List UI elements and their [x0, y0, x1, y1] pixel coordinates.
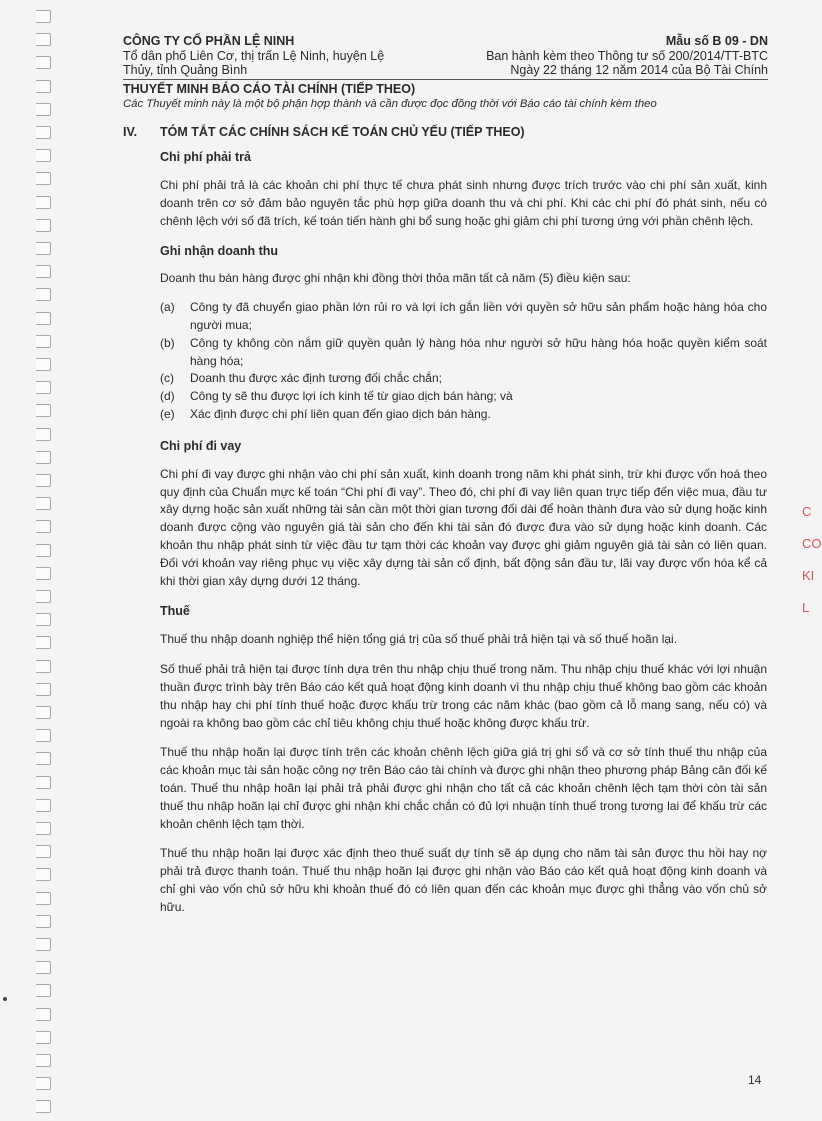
binder-hole — [36, 172, 51, 185]
company-address-line: Thủy, tỉnh Quảng Bình — [123, 63, 248, 78]
binder-hole — [36, 126, 51, 139]
binder-hole — [36, 567, 51, 580]
binder-hole — [36, 984, 51, 997]
binder-hole — [36, 868, 51, 881]
revenue-intro: Doanh thu bán hàng được ghi nhận khi đồng thời thỏa mãn tất cả năm (5) điều kiện sau: — [160, 271, 631, 286]
binder-hole — [36, 265, 51, 278]
binder-hole — [36, 103, 51, 116]
list-item — [160, 406, 767, 424]
header-rule — [123, 79, 768, 80]
stamp-text: C — [802, 504, 812, 519]
page-number: 14 — [748, 1073, 762, 1087]
binder-hole — [36, 358, 51, 371]
accrued-expenses-paragraph: Chi phí phải trả là các khoản chi phí thực tế chưa phát sinh nhưng được trích trước vào chi phí sản xuất, kinh doanh trên cơ sở đảm bảo nguyên tắc phù hợp giữa doanh thu và chi phí. Khi các chi phí đó phát sinh, nếu có chênh lệch với số đã trích, kế toán tiến hành ghi bổ sung hoặc ghi giảm chi phí tương ứng với phần chênh lệch. — [160, 178, 767, 228]
section-number: IV. — [123, 125, 138, 139]
section-title: TÓM TẮT CÁC CHÍNH SÁCH KẾ TOÁN CHỦ YẾU (TIẾP THEO) — [160, 125, 525, 139]
tax-paragraph: Thuế thu nhập doanh nghiệp thể hiện tổng giá trị của số thuế phải trả hiện tại và số thuế hoãn lại. — [160, 632, 678, 647]
binder-hole — [36, 242, 51, 255]
company-address-line: Tổ dân phố Liên Cơ, thị trấn Lệ Ninh, huyện Lệ — [123, 48, 385, 63]
document-subtitle: Các Thuyết minh này là một bộ phận hợp thành và cần được đọc đồng thời với Báo cáo tài chính kèm theo — [123, 98, 657, 110]
binder-hole — [36, 1100, 51, 1113]
binder-hole — [36, 752, 51, 765]
binder-hole — [36, 776, 51, 789]
binder-hole — [36, 1031, 51, 1044]
stamp-text: CO — [802, 536, 822, 551]
binder-hole — [36, 428, 51, 441]
binder-margin — [0, 0, 60, 1121]
binder-hole — [36, 1077, 51, 1090]
binder-hole — [36, 288, 51, 301]
binder-hole — [36, 613, 51, 626]
binder-hole — [36, 892, 51, 905]
binder-hole — [36, 520, 51, 533]
tax-paragraph: Thuế thu nhập hoãn lại được tính trên các khoản chênh lệch giữa giá trị ghi sổ và cơ sở tính thuế thu nhập của các khoản mục tài sản hoặc công nợ trên Báo cáo tài chính và được ghi nhận theo phương pháp Bảng cân đối kế toán. Thuế thu nhập hoãn lại phải trả phải được ghi nhận cho tất cả các khoản chênh lệch tạm thời còn tài sản thuế thu nhập hoãn lại chỉ được ghi nhận khi chắc chắn có đủ lợi nhuận tính thuế trong tương lai để khấu trừ các khoản chênh lệch tạm thời. — [160, 745, 767, 831]
binder-hole — [36, 636, 51, 649]
binder-hole — [36, 683, 51, 696]
binder-hole — [36, 33, 51, 46]
borrowing-costs-heading: Chi phí đi vay — [160, 438, 242, 453]
revenue-heading: Ghi nhận doanh thu — [160, 244, 279, 259]
list-marker: (a) — [160, 300, 175, 315]
binder-hole — [36, 938, 51, 951]
revenue-conditions-list — [160, 299, 767, 424]
list-text: Công ty sẽ thu được lợi ích kinh tế từ giao dịch bán hàng; và — [190, 389, 513, 404]
list-marker: (b) — [160, 335, 175, 350]
binder-hole — [36, 10, 51, 23]
tax-paragraph: Thuế thu nhập hoãn lại được xác định theo thuế suất dự tính sẽ áp dụng cho năm tài sản được thu hồi hay nợ phải trả được thanh toán. Thuế thu nhập hoãn lại được ghi nhận vào Báo cáo kết quả hoạt động kinh doanh và chỉ ghi vào vốn chủ sở hữu khi khoản thuế đó có liên quan đến các khoản mục được ghi thẳng vào vốn chủ sở hữu. — [160, 846, 767, 914]
binder-hole — [36, 497, 51, 510]
binder-hole — [36, 56, 51, 69]
list-item — [160, 335, 767, 371]
company-block — [123, 34, 384, 78]
list-item — [160, 388, 767, 406]
binder-hole — [36, 404, 51, 417]
binder-hole — [36, 544, 51, 557]
list-text: Công ty không còn nắm giữ quyền quản lý hàng hóa như người sở hữu hàng hóa hoặc quyền kiểm soát hàng hóa; — [190, 335, 767, 368]
binder-hole — [36, 729, 51, 742]
binder-hole — [36, 845, 51, 858]
stamp-text: L — [802, 600, 810, 615]
binder-hole — [36, 1008, 51, 1021]
accrued-expenses-heading: Chi phí phải trả — [160, 150, 251, 164]
list-text: Doanh thu được xác định tương đối chắc chắn; — [190, 371, 442, 386]
binder-hole — [36, 915, 51, 928]
list-marker: (c) — [160, 371, 174, 386]
binder-hole — [36, 312, 51, 325]
list-item — [160, 370, 767, 388]
binder-hole — [36, 196, 51, 209]
tax-paragraph: Số thuế phải trả hiện tại được tính dựa trên thu nhập chịu thuế trong năm. Thu nhập chịu thuế khác với lợi nhuận thuần được trình bày trên Báo cáo kết quả hoạt động kinh doanh vì thu nhập chịu thuế không bao gồm các khoản thu nhập hay chi phí tính thuế hoặc được khấu trừ trong các năm khác (bao gồm cả lỗ mang sang, nếu có) và ngoài ra không bao gồm các chỉ tiêu không chịu thuế hoặc không được khấu trừ. — [160, 662, 767, 730]
list-text: Công ty đã chuyển giao phần lớn rủi ro và lợi ích gắn liền với quyền sở hữu sản phẩm hoặc hàng hóa cho người mua; — [190, 300, 767, 332]
binder-hole — [36, 80, 51, 93]
stamp-text: KI — [802, 568, 815, 583]
binder-hole — [36, 706, 51, 719]
company-name: CÔNG TY CỔ PHẦN LỆ NINH — [123, 34, 295, 48]
margin-dot — [3, 997, 7, 1001]
binder-hole — [36, 590, 51, 603]
document-title: THUYẾT MINH BÁO CÁO TÀI CHÍNH (TIẾP THEO) — [123, 82, 416, 96]
document-body — [160, 149, 767, 917]
borrowing-costs-paragraph: Chi phí đi vay được ghi nhận vào chi phí sản xuất, kinh doanh trong năm khi phát sinh, trừ khi được vốn hoá theo quy định của Chuẩn mực kế toán “Chi phí đi vay”. Theo đó, chi phí đi vay liên quan trực tiếp đến việc mua, đầu tư xây dựng hoặc sản xuất những tài sản cần một thời gian tương đối dài để hoàn thành đưa vào sử dụng hoặc kinh doanh được cộng vào nguyên giá tài sản cho đến khi tài sản đó được đưa vào sử dụng hoặc kinh doanh. Các khoản thu nhập phát sinh từ việc đầu tư tạm thời các khoản vay được ghi giảm nguyên giá tài sản có liên quan. Đối với khoản vay riêng phục vụ việc xây dựng tài sản cố định, bất động sản đầu tư, lãi vay được vốn hóa kể cả khi thời gian xây dựng dưới 12 tháng. — [160, 466, 767, 588]
issuance-line: Ban hành kèm theo Thông tư số 200/2014/TT-BTC — [486, 48, 768, 63]
form-block — [486, 34, 768, 78]
binder-hole — [36, 961, 51, 974]
binder-hole — [36, 381, 51, 394]
issuance-line: Ngày 22 tháng 12 năm 2014 của Bộ Tài Chính — [510, 63, 768, 78]
list-text: Xác định được chi phí liên quan đến giao dịch bán hàng. — [190, 406, 491, 421]
binder-hole — [36, 451, 51, 464]
binder-hole — [36, 219, 51, 232]
list-marker: (d) — [160, 389, 175, 404]
binder-hole — [36, 474, 51, 487]
list-marker: (e) — [160, 406, 175, 421]
form-code: Mẫu số B 09 - DN — [665, 34, 768, 48]
tax-heading: Thuế — [160, 604, 190, 619]
binder-hole — [36, 149, 51, 162]
red-stamp-fragment — [802, 504, 822, 633]
binder-hole — [36, 660, 51, 673]
binder-hole — [36, 822, 51, 835]
list-item — [160, 299, 767, 335]
binder-hole — [36, 1054, 51, 1067]
binder-hole — [36, 799, 51, 812]
binder-hole — [36, 335, 51, 348]
